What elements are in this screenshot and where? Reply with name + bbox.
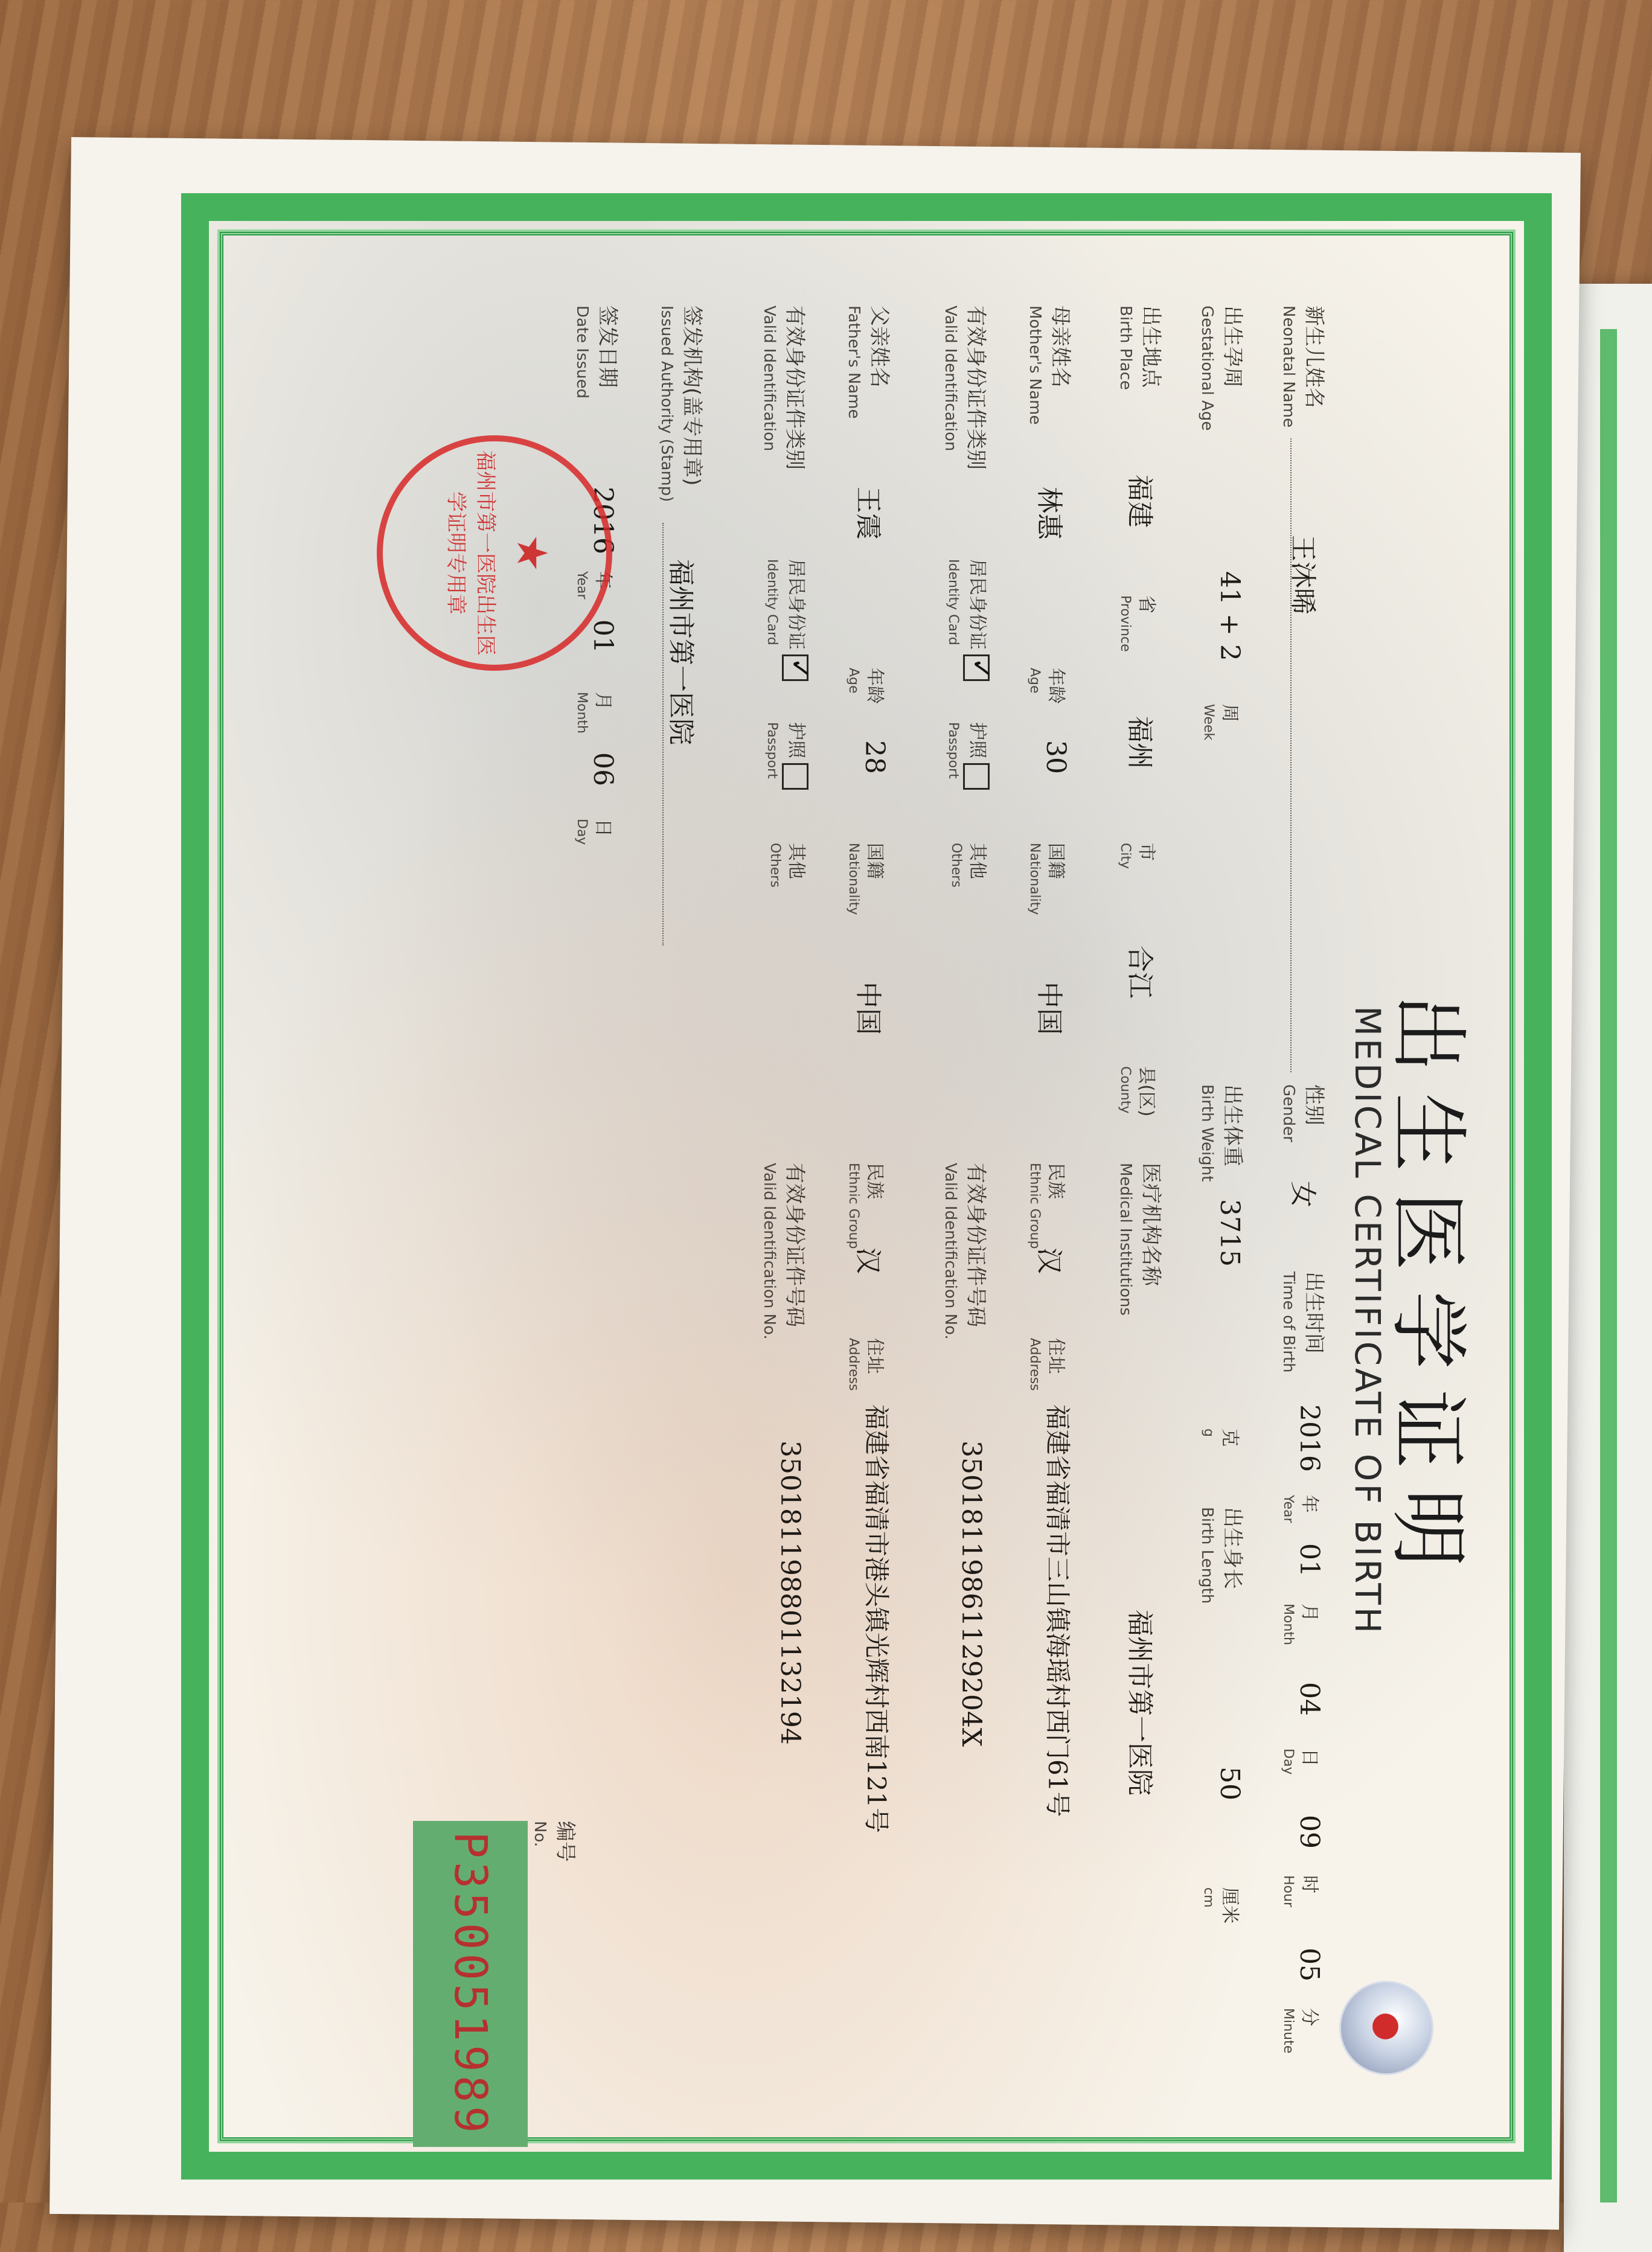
birth-hour-unit: 时 Hour <box>1281 1875 1320 1907</box>
medical-institution-label: 医疗机构名称 Medical Institutions <box>1116 1163 1163 1316</box>
stamp-text: 福州市第一医院出生医学证明专用章 <box>444 450 498 656</box>
mother-ethnic-unit: 民族 Ethnic Group <box>1027 1163 1066 1249</box>
father-identity-card-option: 居民身份证✓ Identity Card <box>765 559 812 681</box>
father-name-value: 王震 <box>853 487 883 540</box>
issued-month-unit: 月 Month <box>574 692 613 734</box>
neonatal-name-line <box>1290 438 1292 1072</box>
birth-length-value: 50 <box>1214 1767 1245 1800</box>
issued-year-value: 2016 <box>587 487 618 554</box>
official-stamp <box>377 435 612 671</box>
gestational-age-label: 出生孕周 Gestational Age <box>1198 305 1244 431</box>
father-ethnic-value: 汉 <box>853 1247 883 1274</box>
mother-identity-card-checkbox[interactable] <box>964 654 990 681</box>
birth-month-value: 01 <box>1294 1543 1325 1577</box>
time-of-birth-label: 出生时间 Time of Birth <box>1279 1272 1326 1373</box>
mother-name-label: 母亲姓名 Mother's Name <box>1026 305 1072 425</box>
crane-emblem-icon: ● <box>1368 2012 1407 2041</box>
birth-month-unit: 月 Month <box>1281 1604 1320 1645</box>
birth-length-unit: 厘米 cm <box>1201 1887 1240 1924</box>
province-value: 福建 <box>1124 475 1155 528</box>
county-unit: 县(区) County <box>1118 1066 1157 1117</box>
father-id-no-label: 有效身份证件号码 Valid Identification No. <box>760 1163 807 1340</box>
birth-length-label: 出生身长 Birth Length <box>1198 1507 1244 1604</box>
birth-minute-value: 05 <box>1294 1948 1325 1982</box>
serial-number: P350051989 <box>413 1821 528 2147</box>
birth-minute-unit: 分 Minute <box>1281 2008 1320 2054</box>
certificate-title: 出生医学证明 <box>1382 994 1474 1588</box>
issued-year-unit: 年 Year <box>574 571 613 600</box>
mother-id-type-label: 有效身份证件类别 Valid Identification <box>941 305 988 470</box>
mother-nationality-value: 中国 <box>1034 982 1065 1035</box>
gender-value: 女 <box>1287 1181 1318 1208</box>
issued-authority-label: 签发机构(盖专用章) Issued Authority (Stamp) <box>658 305 704 502</box>
mother-name-value: 林惠 <box>1034 487 1065 540</box>
issued-day-value: 06 <box>587 752 618 786</box>
serial-label: 编号 No. <box>531 1821 577 1862</box>
father-identity-card-checkbox[interactable] <box>783 654 809 681</box>
birth-weight-value: 3715 <box>1214 1199 1245 1267</box>
birth-day-unit: 日 Day <box>1281 1748 1320 1775</box>
birth-weight-label: 出生体重 Birth Weight <box>1198 1084 1244 1182</box>
gestational-age-unit: 周 Week <box>1201 704 1240 741</box>
mother-id-no-value: 35018119861129204X <box>956 1441 987 1747</box>
mother-passport-option: 护照 Passport <box>946 722 993 790</box>
stamp-star-icon: ★ <box>507 534 557 572</box>
birth-hour-value: 09 <box>1294 1815 1325 1849</box>
county-value: 合江 <box>1124 945 1155 999</box>
issued-month-value: 01 <box>587 619 618 653</box>
issued-authority-line <box>662 523 664 945</box>
mother-nationality-unit: 国籍 Nationality <box>1027 843 1066 915</box>
mother-address-value: 福建省福清市三山镇海瑶村西门61号 <box>1043 1404 1072 1817</box>
mother-address-unit: 住址 Address <box>1027 1338 1066 1391</box>
birth-year-value: 2016 <box>1294 1404 1325 1472</box>
father-passport-option: 护照 Passport <box>765 722 812 790</box>
birth-place-label: 出生地点 Birth Place <box>1116 305 1163 390</box>
city-value: 福州 <box>1124 716 1155 769</box>
father-address-unit: 住址 Address <box>846 1338 885 1391</box>
date-issued-label: 签发日期 Date Issued <box>573 305 620 399</box>
province-unit: 省 Province <box>1118 595 1157 652</box>
mother-passport-checkbox[interactable] <box>964 763 990 790</box>
medical-institution-value: 福州市第一医院 <box>1124 1610 1155 1796</box>
gender-label: 性别 Gender <box>1279 1084 1326 1142</box>
city-unit: 市 City <box>1118 843 1157 869</box>
certificate-title-en: MEDICAL CERTIFICATE OF BIRTH <box>1347 1006 1388 1636</box>
gestational-age-value: 41 + 2 <box>1214 571 1245 661</box>
birth-weight-unit: 克 g <box>1201 1428 1240 1447</box>
mother-age-unit: 年龄 Age <box>1027 668 1066 704</box>
father-name-label: 父亲姓名 Father's Name <box>845 305 891 419</box>
issued-day-unit: 日 Day <box>574 819 613 845</box>
father-age-value: 28 <box>859 740 890 774</box>
father-ethnic-unit: 民族 Ethnic Group <box>846 1163 885 1249</box>
birth-day-value: 04 <box>1294 1682 1325 1716</box>
father-passport-checkbox[interactable] <box>783 763 809 790</box>
mother-age-value: 30 <box>1040 740 1071 774</box>
father-id-type-label: 有效身份证件类别 Valid Identification <box>760 305 807 470</box>
father-id-no-value: 350181198801132194 <box>775 1441 805 1745</box>
hologram-seal <box>1339 1981 1433 2075</box>
mother-ethnic-value: 汉 <box>1034 1247 1065 1274</box>
father-nationality-unit: 国籍 Nationality <box>846 843 885 915</box>
father-address-value: 福建省福清市港头镇光辉村西南121号 <box>862 1404 891 1834</box>
birth-year-unit: 年 Year <box>1281 1495 1320 1523</box>
mother-id-no-label: 有效身份证件号码 Valid Identification No. <box>941 1163 988 1340</box>
father-age-unit: 年龄 Age <box>846 668 885 704</box>
mother-others-option: 其他 Others <box>949 843 988 888</box>
birth-certificate <box>181 193 1552 2180</box>
father-nationality-value: 中国 <box>853 982 883 1035</box>
issued-authority-value: 福州市第一医院 <box>665 559 696 745</box>
neonatal-name-value: 王沐晞 <box>1287 535 1318 615</box>
neonatal-name-label: 新生儿姓名 Neonatal Name <box>1279 305 1326 428</box>
second-certificate-border <box>1600 329 1652 2202</box>
father-others-option: 其他 Others <box>767 843 807 888</box>
mother-identity-card-option: 居民身份证✓ Identity Card <box>946 559 993 681</box>
